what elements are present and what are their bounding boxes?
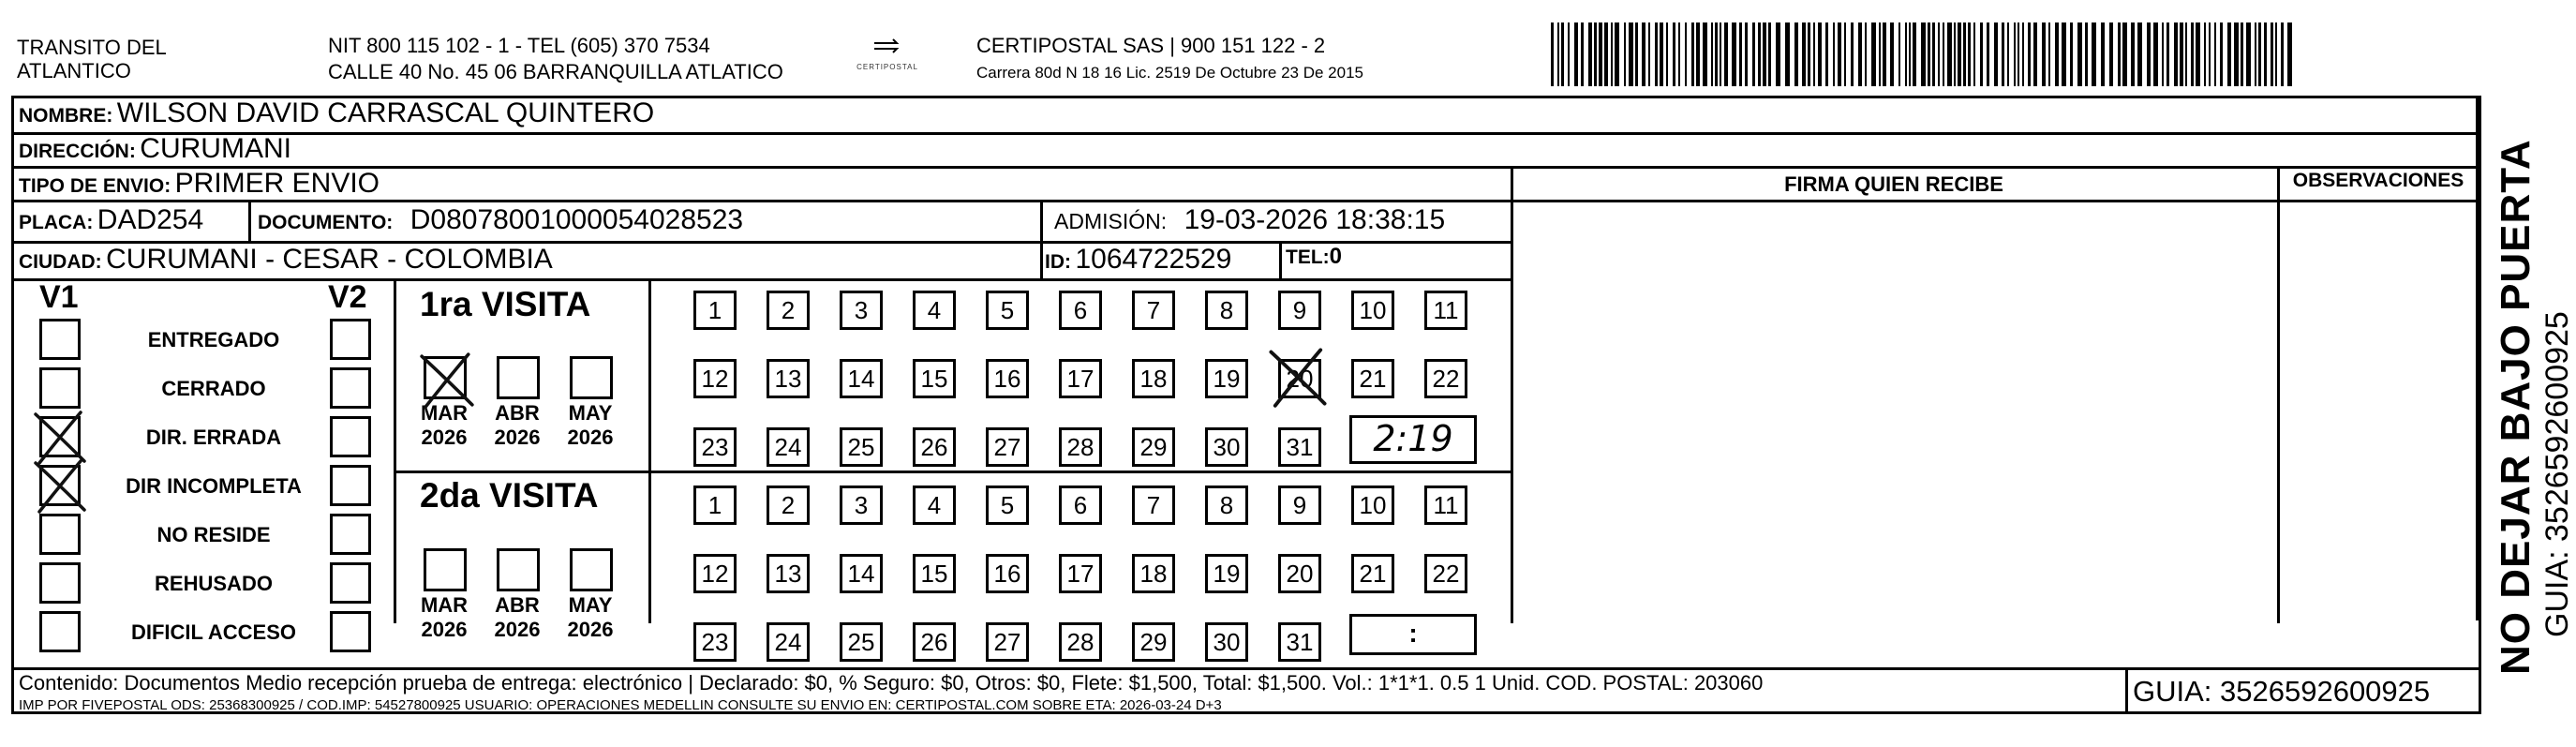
address-row bbox=[19, 133, 291, 165]
status-label: DIR INCOMPLETA bbox=[126, 474, 302, 498]
signature-label: FIRMA QUIEN RECIBE bbox=[1784, 172, 2003, 196]
admission-label: ADMISIÓN: bbox=[1054, 209, 1168, 233]
recipient-address: CURUMANI bbox=[140, 133, 291, 164]
day-box-19[interactable]: 19 bbox=[1205, 554, 1248, 593]
month-checkbox[interactable] bbox=[570, 356, 613, 399]
logo-text: CERTIPOSTAL bbox=[856, 63, 918, 71]
shipment-type-row bbox=[19, 168, 380, 200]
month-checkbox[interactable] bbox=[424, 548, 467, 591]
day-box-1[interactable]: 1 bbox=[693, 486, 737, 525]
day-box-26[interactable]: 26 bbox=[913, 427, 956, 467]
first-visit-label: 1ra VISITA bbox=[420, 285, 591, 323]
day-box-10[interactable]: 10 bbox=[1351, 291, 1394, 330]
status-label: ENTREGADO bbox=[147, 328, 280, 351]
handwritten-x-mark bbox=[418, 351, 476, 413]
carrier-line: CERTIPOSTAL SAS | 900 151 122 - 2 bbox=[976, 34, 1326, 57]
day-box-31[interactable]: 31 bbox=[1278, 427, 1321, 467]
status-label: REHUSADO bbox=[155, 572, 273, 595]
month-year: 2026 bbox=[494, 618, 541, 641]
document-value: D08078001000054028523 bbox=[409, 204, 744, 235]
v2-checkbox[interactable] bbox=[330, 319, 371, 360]
tel-value: 0 bbox=[1329, 244, 1343, 269]
day-box-27[interactable]: 27 bbox=[986, 427, 1029, 467]
second-visit-time-box[interactable] bbox=[1349, 614, 1477, 655]
status-label: NO RESIDE bbox=[156, 523, 271, 546]
day-box-12[interactable]: 12 bbox=[693, 554, 737, 593]
day-box-20[interactable]: 20 bbox=[1278, 554, 1321, 593]
day-box-13[interactable]: 13 bbox=[767, 359, 810, 398]
day-box-22[interactable]: 22 bbox=[1424, 554, 1467, 593]
day-box-18[interactable]: 18 bbox=[1132, 359, 1175, 398]
document-label: DOCUMENTO: bbox=[258, 212, 394, 233]
name-label: NOMBRE: bbox=[19, 105, 113, 127]
day-box-2[interactable]: 2 bbox=[767, 291, 810, 330]
signature-area[interactable] bbox=[1514, 202, 2275, 620]
day-box-21[interactable]: 21 bbox=[1351, 554, 1394, 593]
day-box-3[interactable]: 3 bbox=[840, 486, 883, 525]
month-checkbox[interactable] bbox=[497, 548, 540, 591]
day-box-28[interactable]: 28 bbox=[1059, 427, 1102, 467]
footer-content-line: Contenido: Documentos Medio recepción prueba de entrega: electrónico | Declarado: $0, % Seguro: $0, Otros: $0, Flete: $1,500, Total: $1,500. Vol.: 1*1*1. 0.5 1 Unid. COD. POSTAL: 203060 bbox=[19, 671, 1764, 695]
v1-checkbox[interactable] bbox=[39, 367, 81, 409]
name-row bbox=[19, 97, 654, 129]
day-box-28[interactable]: 28 bbox=[1059, 622, 1102, 662]
day-box-6[interactable]: 6 bbox=[1059, 291, 1102, 330]
day-box-29[interactable]: 29 bbox=[1132, 427, 1175, 467]
day-box-7[interactable]: 7 bbox=[1132, 486, 1175, 525]
second-visit-time: : bbox=[1408, 619, 1418, 648]
month-label bbox=[489, 401, 545, 450]
certipostal-logo bbox=[848, 36, 927, 71]
day-box-4[interactable]: 4 bbox=[913, 486, 956, 525]
day-box-2[interactable]: 2 bbox=[767, 486, 810, 525]
day-box-3[interactable]: 3 bbox=[840, 291, 883, 330]
v2-checkbox[interactable] bbox=[330, 416, 371, 457]
day-box-18[interactable]: 18 bbox=[1132, 554, 1175, 593]
admission-value: 19-03-2026 18:38:15 bbox=[1184, 204, 1446, 235]
plate-label: PLACA: bbox=[19, 212, 94, 233]
day-box-5[interactable]: 5 bbox=[986, 486, 1029, 525]
month-label bbox=[489, 593, 545, 642]
shipment-type: PRIMER ENVIO bbox=[174, 168, 380, 199]
month-name: MAY bbox=[568, 593, 613, 617]
day-box-29[interactable]: 29 bbox=[1132, 622, 1175, 662]
logo-mark-icon bbox=[869, 36, 906, 58]
admission-cell bbox=[1054, 204, 1445, 236]
plate-cell bbox=[19, 204, 203, 236]
day-box-1[interactable]: 1 bbox=[693, 291, 737, 330]
footer-imp-line: IMP POR FIVEPOSTAL ODS: 25368300925 / COD.IMP: 54527800925 USUARIO: OPERACIONES MEDELLIN CONSULTE SU ENVIO EN: CERTIPOSTAL.COM SOBRE ETA: 2026-03-24 D+3 bbox=[19, 697, 1222, 713]
day-box-16[interactable]: 16 bbox=[986, 359, 1029, 398]
month-year: 2026 bbox=[494, 426, 541, 449]
status-label: CERRADO bbox=[161, 377, 266, 400]
id-value: 1064722529 bbox=[1075, 244, 1232, 275]
tel-label: TEL: bbox=[1286, 247, 1330, 268]
day-box-27[interactable]: 27 bbox=[986, 622, 1029, 662]
month-year: 2026 bbox=[567, 618, 614, 641]
nit-line: NIT 800 115 102 - 1 - TEL (605) 370 7534 bbox=[328, 34, 710, 57]
v1-checkbox[interactable] bbox=[39, 514, 81, 555]
observations-area[interactable] bbox=[2281, 202, 2474, 620]
v2-checkbox[interactable] bbox=[330, 465, 371, 506]
day-box-17[interactable]: 17 bbox=[1059, 359, 1102, 398]
month-label bbox=[562, 593, 618, 642]
month-year: 2026 bbox=[421, 426, 468, 449]
day-box-23[interactable]: 23 bbox=[693, 427, 737, 467]
day-box-11[interactable]: 11 bbox=[1424, 486, 1467, 525]
city-cell bbox=[19, 244, 553, 276]
day-box-30[interactable]: 30 bbox=[1205, 427, 1248, 467]
recipient-name: WILSON DAVID CARRASCAL QUINTERO bbox=[116, 97, 655, 128]
first-visit-time-box[interactable] bbox=[1349, 415, 1477, 464]
side-warning: NO DEJAR BAJO PUERTA bbox=[2493, 139, 2539, 675]
day-box-7[interactable]: 7 bbox=[1132, 291, 1175, 330]
v2-checkbox[interactable] bbox=[330, 367, 371, 409]
handwritten-x-mark bbox=[32, 457, 88, 518]
day-box-21[interactable]: 21 bbox=[1351, 359, 1394, 398]
day-box-25[interactable]: 25 bbox=[840, 427, 883, 467]
city-value: CURUMANI - CESAR - COLOMBIA bbox=[106, 244, 553, 275]
month-checkbox[interactable] bbox=[570, 548, 613, 591]
month-year: 2026 bbox=[567, 426, 614, 449]
day-box-9[interactable]: 9 bbox=[1278, 486, 1321, 525]
day-box-23[interactable]: 23 bbox=[693, 622, 737, 662]
day-box-4[interactable]: 4 bbox=[913, 291, 956, 330]
month-name: MAY bbox=[568, 401, 613, 425]
month-checkbox[interactable] bbox=[497, 356, 540, 399]
day-box-15[interactable]: 15 bbox=[913, 359, 956, 398]
city-label: CIUDAD: bbox=[19, 251, 102, 273]
v1-checkbox[interactable] bbox=[39, 319, 81, 360]
footer-guide: GUIA: 3526592600925 bbox=[2133, 675, 2431, 708]
address-label: DIRECCIÓN: bbox=[19, 141, 136, 162]
day-box-14[interactable]: 14 bbox=[840, 554, 883, 593]
barcode-icon bbox=[1551, 22, 2301, 86]
day-box-26[interactable]: 26 bbox=[913, 622, 956, 662]
month-year: 2026 bbox=[421, 618, 468, 641]
second-visit-label: 2da VISITA bbox=[420, 476, 599, 515]
side-text bbox=[2493, 94, 2575, 675]
day-box-31[interactable]: 31 bbox=[1278, 622, 1321, 662]
day-box-16[interactable]: 16 bbox=[986, 554, 1029, 593]
side-guide: GUIA: 3526592600925 bbox=[2539, 311, 2575, 637]
day-box-8[interactable]: 8 bbox=[1205, 486, 1248, 525]
first-visit-time: 2:19 bbox=[1373, 418, 1453, 459]
day-box-17[interactable]: 17 bbox=[1059, 554, 1102, 593]
plate-value: DAD254 bbox=[97, 204, 204, 235]
v2-checkbox[interactable] bbox=[330, 514, 371, 555]
day-box-9[interactable]: 9 bbox=[1278, 291, 1321, 330]
day-box-11[interactable]: 11 bbox=[1424, 291, 1467, 330]
day-box-20[interactable]: 20 bbox=[1278, 359, 1321, 398]
day-box-24[interactable]: 24 bbox=[767, 427, 810, 467]
address-line: CALLE 40 No. 45 06 BARRANQUILLA ATLATICO bbox=[328, 60, 783, 83]
carrier-address: Carrera 80d N 18 16 Lic. 2519 De Octubre 23 De 2015 bbox=[976, 64, 1363, 82]
v2-checkbox[interactable] bbox=[330, 611, 371, 652]
id-label: ID: bbox=[1045, 251, 1071, 273]
v1-label: V1 bbox=[39, 279, 79, 315]
day-box-24[interactable]: 24 bbox=[767, 622, 810, 662]
status-label: DIR. ERRADA bbox=[145, 426, 282, 449]
v1-checkbox[interactable] bbox=[39, 562, 81, 604]
day-box-10[interactable]: 10 bbox=[1351, 486, 1394, 525]
document-cell bbox=[258, 204, 743, 236]
status-label: DIFICIL ACCESO bbox=[130, 620, 296, 644]
day-box-25[interactable]: 25 bbox=[840, 622, 883, 662]
day-box-22[interactable]: 22 bbox=[1424, 359, 1467, 398]
org-name: TRANSITO DEL ATLANTICO bbox=[17, 36, 166, 82]
shipment-type-label: TIPO DE ENVIO: bbox=[19, 175, 171, 197]
v1-checkbox[interactable] bbox=[39, 611, 81, 652]
month-name: MAR bbox=[420, 593, 469, 617]
day-box-12[interactable]: 12 bbox=[693, 359, 737, 398]
month-label bbox=[562, 401, 618, 450]
day-box-14[interactable]: 14 bbox=[840, 359, 883, 398]
handwritten-x-mark bbox=[1267, 346, 1329, 412]
day-box-19[interactable]: 19 bbox=[1205, 359, 1248, 398]
tel-cell bbox=[1286, 244, 1342, 270]
month-name: ABR bbox=[495, 401, 540, 425]
day-box-8[interactable]: 8 bbox=[1205, 291, 1248, 330]
day-box-30[interactable]: 30 bbox=[1205, 622, 1248, 662]
observations-label: OBSERVACIONES bbox=[2292, 170, 2464, 191]
month-label bbox=[416, 593, 472, 642]
id-cell bbox=[1045, 244, 1231, 276]
month-name: MAR bbox=[420, 401, 469, 425]
month-name: ABR bbox=[495, 593, 540, 617]
day-box-13[interactable]: 13 bbox=[767, 554, 810, 593]
day-box-15[interactable]: 15 bbox=[913, 554, 956, 593]
day-box-5[interactable]: 5 bbox=[986, 291, 1029, 330]
v2-checkbox[interactable] bbox=[330, 562, 371, 604]
day-box-6[interactable]: 6 bbox=[1059, 486, 1102, 525]
v2-label: V2 bbox=[328, 279, 367, 315]
